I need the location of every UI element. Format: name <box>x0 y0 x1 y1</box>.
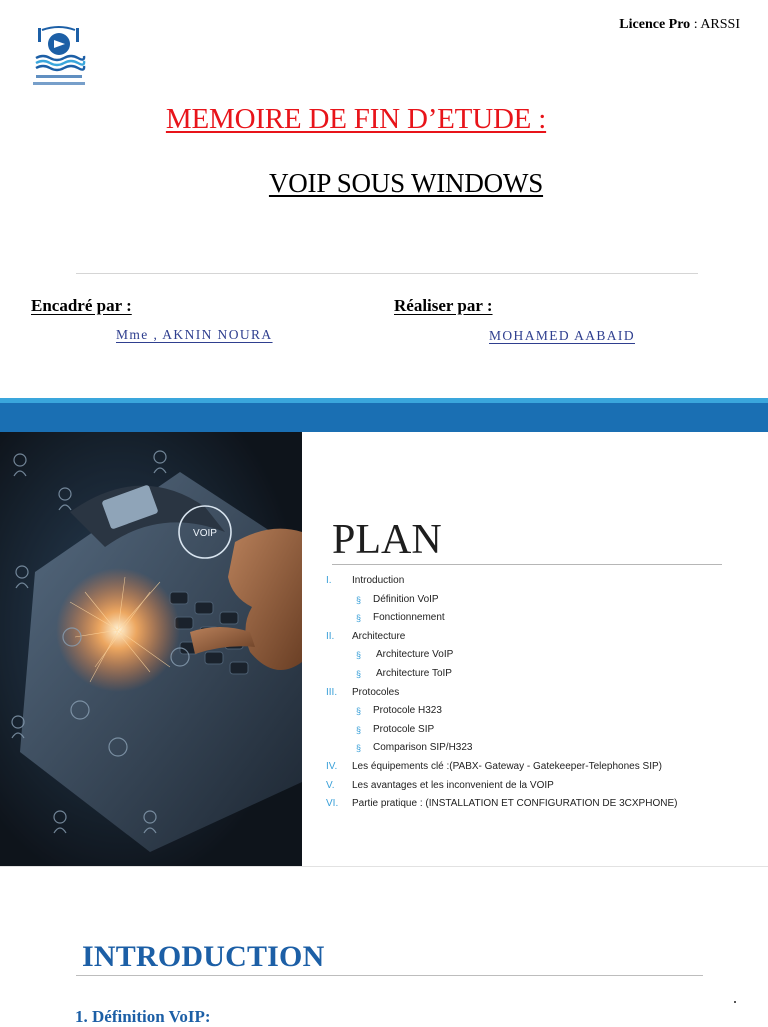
plan-subitem-label: Architecture ToIP <box>376 667 452 679</box>
plan-item-number: II. <box>326 630 335 642</box>
plan-item-number: I. <box>326 575 332 586</box>
plan-subitem <box>326 702 756 721</box>
bullet-icon: § <box>356 594 362 605</box>
plan-subitem-label: Comparison SIP/H323 <box>373 742 473 754</box>
plan-subitem-label: Protocole H323 <box>373 705 442 717</box>
plan-item-label: Les avantages et les inconvenient de la VOIP <box>352 779 554 791</box>
licence-separator: : <box>690 17 701 32</box>
plan-item-number: III. <box>326 686 338 698</box>
plan-list <box>326 572 756 814</box>
plan-item-label: Introduction <box>352 575 405 586</box>
plan-item-label: Partie pratique : (INSTALLATION ET CONFIGURATION DE 3CXPHONE) <box>352 798 678 810</box>
plan-subitem <box>326 646 756 665</box>
bullet-icon: § <box>356 743 362 754</box>
plan-subitem <box>326 721 756 740</box>
plan-subitem-label: Protocole SIP <box>373 723 435 735</box>
plan-subitem-label: Fonctionnement <box>373 612 445 624</box>
title-divider <box>76 273 698 274</box>
bullet-icon: § <box>356 668 362 679</box>
introduction-divider <box>76 975 703 976</box>
page-dot <box>734 1001 736 1003</box>
encadre-label: Encadré par : <box>31 296 132 315</box>
licence-value: ARSSI <box>700 17 740 32</box>
bullet-icon: § <box>356 706 362 717</box>
section-definition-title: 1. Définition VoIP: <box>75 1007 211 1026</box>
plan-subitem <box>326 665 756 684</box>
plan-item <box>326 795 756 814</box>
plan-subitem-label: Architecture VoIP <box>376 649 454 661</box>
plan-item <box>326 777 756 796</box>
encadre-name: Mme , AKNIN NOURA <box>116 327 273 342</box>
introduction-title: INTRODUCTION <box>82 940 325 973</box>
plan-subitem <box>326 739 756 758</box>
plan-item <box>326 628 756 647</box>
plan-item <box>326 758 756 777</box>
plan-item <box>326 684 756 703</box>
realise-name: MOHAMED AABAID <box>489 328 635 343</box>
slide-bottom-divider <box>0 866 768 867</box>
licence-header <box>619 17 740 33</box>
plan-subitem <box>326 609 756 628</box>
memoire-title: MEMOIRE DE FIN D’ETUDE : <box>165 103 547 135</box>
plan-divider <box>332 564 722 565</box>
university-logo-icon <box>28 24 90 92</box>
voip-phone-illustration <box>0 432 302 866</box>
bullet-icon: § <box>356 613 362 624</box>
plan-item-label: Architecture <box>352 630 406 642</box>
realise-label: Réaliser par : <box>394 296 493 315</box>
voip-bubble-label: VOIP <box>193 528 217 539</box>
plan-subitem-label: Définition VoIP <box>373 593 439 605</box>
plan-item <box>326 572 756 591</box>
licence-label: Licence Pro <box>619 17 691 32</box>
plan-item-label: Protocoles <box>352 686 400 698</box>
page-separator-band-dark <box>0 403 768 432</box>
plan-item-number: VI. <box>326 798 339 810</box>
plan-title: PLAN <box>332 517 442 563</box>
bullet-icon: § <box>356 650 362 661</box>
bullet-icon: § <box>356 724 362 735</box>
plan-item-label: Les équipements clé :(PABX- Gateway - Gatekeeper-Telephones SIP) <box>352 760 662 772</box>
subject-title: VOIP SOUS WINDOWS <box>268 168 544 198</box>
plan-slide <box>0 432 768 866</box>
plan-subitem <box>326 591 756 610</box>
plan-item-number: IV. <box>326 760 338 772</box>
plan-item-number: V. <box>326 779 335 791</box>
